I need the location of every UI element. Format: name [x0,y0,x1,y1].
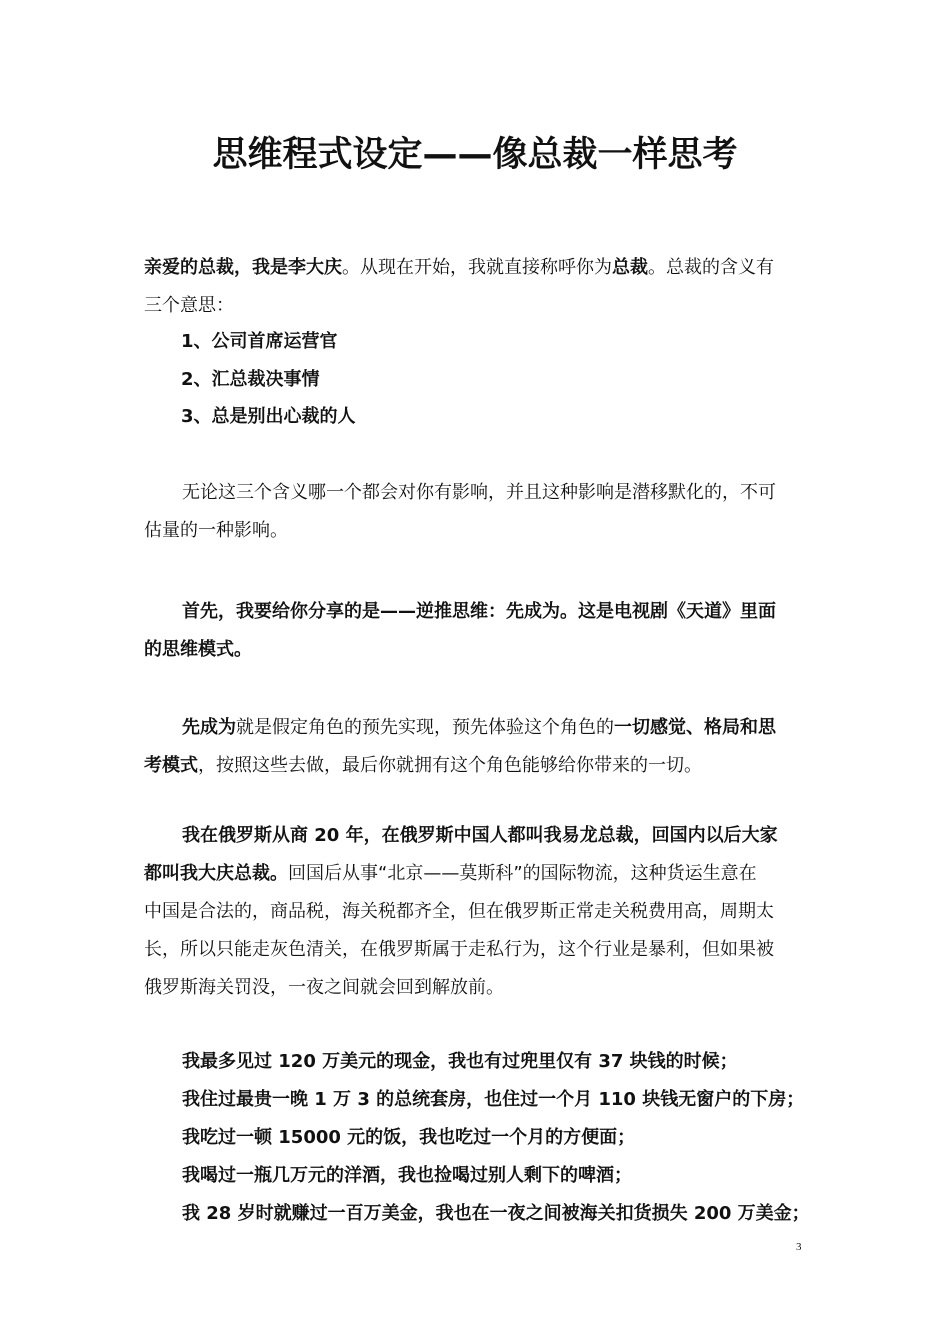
become-paragraph [144,709,814,785]
russia-line-4: 长，所以只能走灰色清关，在俄罗斯属于走私行为，这个行业是暴利，但如果被 [144,939,774,960]
page-title: 思维程式设定——像总裁一样思考 [212,135,738,175]
russia-paragraph [144,817,814,1007]
intro-paragraph [144,249,814,325]
list-item: 2、汇总裁决事情 [181,369,320,390]
influence-line-2: 估量的一种影响。 [144,520,288,541]
list-item: 3、总是别出心裁的人 [181,406,356,427]
president-bold: 总裁 [612,257,648,278]
russia-bold: 都叫我大庆总裁。 [144,863,288,884]
intro-line-2: 三个意思： [144,295,234,316]
become-bold-3: 考模式 [144,755,198,776]
experience-line: 我最多见过 120 万美元的现金，我也有过兜里仅有 37 块钱的时候； [182,1051,738,1072]
first-line-1: 首先，我要给你分享的是——逆推思维：先成为。这是电视剧《天道》里面 [182,601,776,622]
become-line-2 [144,747,814,785]
page-number: 3 [796,1241,802,1253]
intro-text-2: 。总裁的含义有 [648,257,774,278]
russia-line-1: 我在俄罗斯从商 20 年，在俄罗斯中国人都叫我易龙总裁，回国内以后大家 [182,825,778,846]
experience-line: 我吃过一顿 15000 元的饭，我也吃过一个月的方便面； [182,1127,636,1148]
russia-line-5: 俄罗斯海关罚没，一夜之间就会回到解放前。 [144,977,504,998]
intro-line-1 [144,249,814,287]
become-text: 就是假定角色的预先实现，预先体验这个角色的 [236,717,614,738]
intro-text: 。从现在开始，我就直接称呼你为 [342,257,612,278]
experience-line: 我 28 岁时就赚过一百万美金，我也在一夜之间被海关扣货损失 200 万美金； [182,1203,810,1224]
list-item: 1、公司首席运营官 [181,331,338,352]
russia-line-3: 中国是合法的，商品税，海关税都齐全，但在俄罗斯正常走关税费用高，周期太 [144,901,774,922]
russia-text: 回国后从事“北京——莫斯科”的国际物流，这种货运生意在 [288,863,757,884]
experience-line: 我住过最贵一晚 1 万 3 的总统套房，也住过一个月 110 块钱无窗户的下房； [182,1089,805,1110]
become-term-bold: 先成为 [182,717,236,738]
influence-paragraph [144,474,814,550]
greeting-bold: 亲爱的总裁，我是李大庆 [144,257,342,278]
become-bold-2: 一切感觉、格局和思 [614,717,776,738]
first-paragraph [144,593,814,669]
experience-line: 我喝过一瓶几万元的洋酒，我也捡喝过别人剩下的啤酒； [182,1165,632,1186]
first-line-2: 的思维模式。 [144,639,252,660]
become-text-2: ，按照这些去做，最后你就拥有这个角色能够给你带来的一切。 [198,755,702,776]
become-line-1 [144,709,814,747]
experiences-paragraph [144,1043,814,1233]
russia-line-2 [144,855,814,893]
influence-line-1: 无论这三个含义哪一个都会对你有影响，并且这种影响是潜移默化的，不可 [182,482,776,503]
